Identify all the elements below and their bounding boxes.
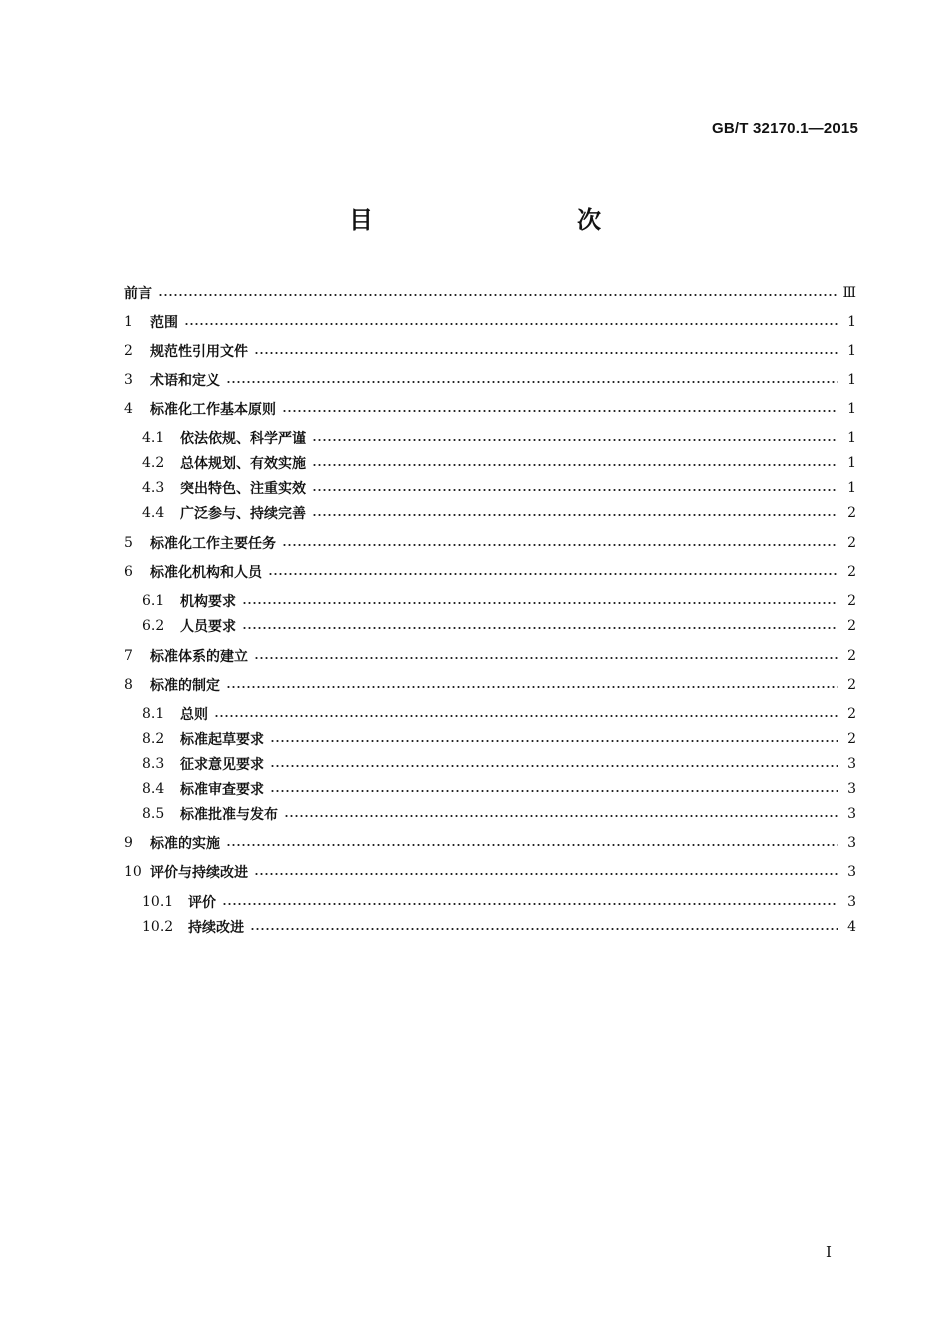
document-code: GB/T 32170.1—2015	[712, 120, 858, 137]
toc-entry-page: 3	[847, 835, 856, 851]
toc-subentry[interactable]	[142, 615, 856, 637]
toc-entry-label: 评价	[188, 895, 216, 911]
toc-entry-number: 1	[124, 314, 133, 330]
leader-dots	[254, 348, 838, 358]
toc-entry-foreword[interactable]	[124, 282, 856, 304]
toc-entry-label: 标准的制定	[150, 678, 220, 694]
toc-subentry[interactable]	[142, 916, 856, 938]
toc-entry[interactable]	[124, 561, 856, 583]
leader-dots	[282, 406, 838, 416]
toc-entry[interactable]	[124, 369, 856, 391]
toc-entry-number: 9	[124, 835, 133, 851]
leader-dots	[254, 653, 838, 663]
leader-dots	[222, 899, 838, 909]
toc-subentry[interactable]	[142, 753, 856, 775]
toc-entry-number: 7	[124, 648, 133, 664]
leader-dots	[254, 869, 838, 879]
toc-entry-label: 依法依规、科学严谨	[180, 431, 306, 447]
leader-dots	[312, 460, 838, 470]
toc-entry-label: 突出特色、注重实效	[180, 481, 306, 497]
toc-entry-page: 1	[847, 480, 856, 496]
toc-entry-label: 标准批准与发布	[180, 807, 278, 823]
toc-entry-label: 标准化工作主要任务	[150, 536, 276, 552]
toc-entry-number: 4.1	[142, 430, 165, 446]
toc-entry-label: 标准起草要求	[180, 732, 264, 748]
toc-entry-number: 2	[124, 343, 133, 359]
toc-entry-page: 2	[847, 593, 856, 609]
toc-entry-page: 3	[847, 894, 856, 910]
toc-entry-page: 2	[847, 564, 856, 580]
toc-entry[interactable]	[124, 311, 856, 333]
toc-subentry[interactable]	[142, 891, 856, 913]
toc-entry-label: 范围	[150, 315, 178, 331]
toc-entry-label: 规范性引用文件	[150, 344, 248, 360]
toc-entry-number: 8	[124, 677, 133, 693]
toc-entry-page: 2	[847, 677, 856, 693]
toc-entry[interactable]	[124, 340, 856, 362]
toc-entry-number: 8.4	[142, 781, 165, 797]
toc-entry-label: 标准审查要求	[180, 782, 264, 798]
toc-entry-label: 评价与持续改进	[150, 865, 248, 881]
toc-subentry[interactable]	[142, 427, 856, 449]
toc-entry-number: 6.1	[142, 593, 165, 609]
leader-dots	[242, 623, 838, 633]
toc-entry[interactable]	[124, 674, 856, 696]
leader-dots	[226, 682, 838, 692]
leader-dots	[250, 924, 838, 934]
toc-entry-label: 机构要求	[180, 594, 236, 610]
toc-entry-number: 8.5	[142, 806, 165, 822]
toc-subentry[interactable]	[142, 477, 856, 499]
toc-entry-label: 征求意见要求	[180, 757, 264, 773]
leader-dots	[226, 840, 838, 850]
toc-entry-page: 2	[847, 618, 856, 634]
leader-dots	[270, 761, 838, 771]
toc-entry-label: 总则	[180, 707, 208, 723]
toc-entry-number: 3	[124, 372, 133, 388]
toc-entry-number: 4.3	[142, 480, 165, 496]
toc-entry-label: 标准体系的建立	[150, 649, 248, 665]
leader-dots	[312, 435, 838, 445]
toc-entry-number: 4	[124, 401, 133, 417]
leader-dots	[158, 290, 838, 300]
toc-entry-number: 8.1	[142, 706, 165, 722]
toc-entry-number: 4.4	[142, 505, 165, 521]
toc-entry-number: 8.2	[142, 731, 165, 747]
toc-entry-page: 1	[847, 401, 856, 417]
toc-entry-number: 10.1	[142, 894, 174, 910]
toc-entry[interactable]	[124, 398, 856, 420]
toc-entry-label: 持续改进	[188, 920, 244, 936]
toc-entry-page: 3	[847, 864, 856, 880]
toc-entry-label: 标准化工作基本原则	[150, 402, 276, 418]
leader-dots	[270, 786, 838, 796]
leader-dots	[312, 485, 838, 495]
toc-entry-number: 10.2	[142, 919, 174, 935]
leader-dots	[284, 811, 838, 821]
leader-dots	[226, 377, 838, 387]
toc-entry-page: 2	[847, 648, 856, 664]
toc-entry-label: 广泛参与、持续完善	[180, 506, 306, 522]
toc-subentry[interactable]	[142, 590, 856, 612]
toc-entry-label: 术语和定义	[150, 373, 220, 389]
leader-dots	[214, 711, 838, 721]
toc-entry-page: 2	[847, 505, 856, 521]
toc-entry-number: 8.3	[142, 756, 165, 772]
toc-entry-page: 1	[847, 314, 856, 330]
toc-entry-page: 3	[847, 806, 856, 822]
toc-entry-number: 6	[124, 564, 133, 580]
toc-entry-page: 1	[847, 455, 856, 471]
toc-entry-page: 1	[847, 372, 856, 388]
toc-entry-number: 10	[124, 864, 142, 880]
toc-entry-page: 3	[847, 781, 856, 797]
toc-subentry[interactable]	[142, 728, 856, 750]
toc-subentry[interactable]	[142, 502, 856, 524]
leader-dots	[184, 319, 838, 329]
page-number: I	[826, 1243, 832, 1261]
toc-entry-number: 5	[124, 535, 133, 551]
toc-subentry[interactable]	[142, 452, 856, 474]
toc-entry-page: 2	[847, 535, 856, 551]
toc-entry-label: 标准的实施	[150, 836, 220, 852]
toc-entry-page: 2	[847, 706, 856, 722]
leader-dots	[270, 736, 838, 746]
toc-entry[interactable]	[124, 645, 856, 667]
toc-subentry[interactable]	[142, 778, 856, 800]
toc-subentry[interactable]	[142, 803, 856, 825]
leader-dots	[268, 569, 838, 579]
leader-dots	[242, 598, 838, 608]
toc-subentry[interactable]	[142, 703, 856, 725]
toc-entry[interactable]	[124, 832, 856, 854]
leader-dots	[312, 510, 838, 520]
toc-entry-label: 总体规划、有效实施	[180, 456, 306, 472]
toc-entry-page: 1	[847, 430, 856, 446]
toc-entry-page: 4	[847, 919, 856, 935]
toc-entry[interactable]	[124, 861, 856, 883]
toc-entry-label: 人员要求	[180, 619, 236, 635]
toc-entry-number: 6.2	[142, 618, 165, 634]
toc-entry-label: 标准化机构和人员	[150, 565, 262, 581]
toc-entry-page: Ⅲ	[842, 285, 856, 301]
toc-title: 目 次	[349, 206, 653, 234]
toc-entry-label: 前言	[124, 286, 152, 302]
toc-entry-page: 3	[847, 756, 856, 772]
toc-entry-number: 4.2	[142, 455, 165, 471]
toc-entry-page: 2	[847, 731, 856, 747]
leader-dots	[282, 540, 838, 550]
toc-entry[interactable]	[124, 532, 856, 554]
toc-entry-page: 1	[847, 343, 856, 359]
